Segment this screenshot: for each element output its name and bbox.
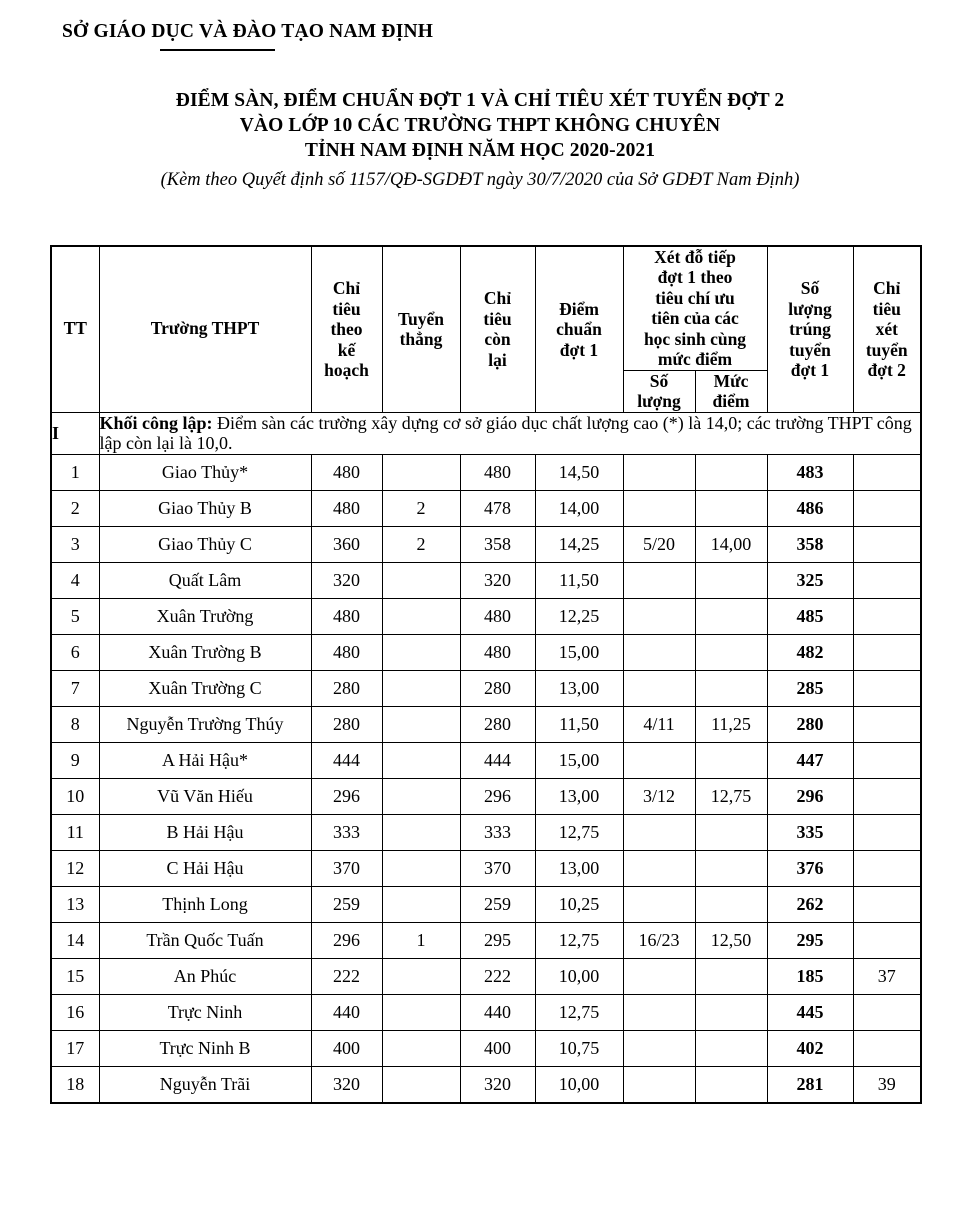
table-row [51, 850, 921, 886]
cell-xd-muc-diem [695, 1066, 767, 1103]
cell-chi-tieu-ke-hoach: 400 [311, 1030, 382, 1066]
cell-diem-chuan-dot1: 13,00 [535, 850, 623, 886]
table-row [51, 886, 921, 922]
cell-chi-tieu-ke-hoach: 370 [311, 850, 382, 886]
table-header-row-main [51, 246, 921, 370]
cell-tuyen-thang [382, 670, 460, 706]
cell-diem-chuan-dot1: 13,00 [535, 670, 623, 706]
cell-diem-chuan-dot1: 10,25 [535, 886, 623, 922]
cell-chi-tieu-xet-tuyen-dot2 [853, 1030, 921, 1066]
cell-chi-tieu-ke-hoach: 280 [311, 706, 382, 742]
header-line: mức điểm [657, 349, 733, 370]
cell-so-luong-trung-tuyen: 281 [767, 1066, 853, 1103]
cell-so-luong-trung-tuyen: 358 [767, 526, 853, 562]
col-header-xet-do-tiep [623, 246, 767, 370]
header-line: tuyển [789, 339, 831, 360]
cell-chi-tieu-ke-hoach: 280 [311, 670, 382, 706]
table-head [51, 246, 921, 412]
cell-school-name: Xuân Trường C [99, 670, 311, 706]
table-body [51, 412, 921, 1103]
cell-school-name: Giao Thủy C [99, 526, 311, 562]
cell-chi-tieu-con-lai: 280 [460, 706, 535, 742]
section-index: I [51, 412, 99, 454]
col-header-chi-tieu-con-lai [460, 246, 535, 412]
header-line: điểm [712, 391, 750, 412]
title-block [0, 88, 960, 194]
header-line: hoạch [324, 360, 369, 381]
cell-xd-muc-diem [695, 994, 767, 1030]
table-row [51, 706, 921, 742]
cell-chi-tieu-xet-tuyen-dot2: 39 [853, 1066, 921, 1103]
cell-chi-tieu-xet-tuyen-dot2 [853, 814, 921, 850]
col-header-xd-muc-diem [695, 370, 767, 412]
cell-chi-tieu-xet-tuyen-dot2 [853, 778, 921, 814]
cell-school-name: Nguyễn Trãi [99, 1066, 311, 1103]
cell-so-luong-trung-tuyen: 445 [767, 994, 853, 1030]
header-line: Chỉ [332, 278, 361, 299]
cell-tt: 10 [51, 778, 99, 814]
cell-so-luong-trung-tuyen: 285 [767, 670, 853, 706]
cell-xd-muc-diem [695, 562, 767, 598]
cell-xd-so-luong [623, 670, 695, 706]
col-header-so-luong-trung-tuyen-dot1 [767, 246, 853, 412]
cell-xd-so-luong [623, 634, 695, 670]
table-row [51, 1030, 921, 1066]
cell-chi-tieu-con-lai: 259 [460, 886, 535, 922]
cell-chi-tieu-con-lai: 280 [460, 670, 535, 706]
cell-chi-tieu-ke-hoach: 296 [311, 922, 382, 958]
cell-chi-tieu-con-lai: 480 [460, 454, 535, 490]
cell-diem-chuan-dot1: 11,50 [535, 562, 623, 598]
cell-diem-chuan-dot1: 14,25 [535, 526, 623, 562]
table-row [51, 778, 921, 814]
cell-xd-muc-diem [695, 850, 767, 886]
header-line: Mức [713, 370, 749, 391]
cell-tuyen-thang: 2 [382, 490, 460, 526]
cell-xd-so-luong [623, 994, 695, 1030]
header-line: kế [337, 339, 356, 360]
cell-chi-tieu-xet-tuyen-dot2 [853, 706, 921, 742]
cell-tt: 13 [51, 886, 99, 922]
header-line: Chỉ [873, 278, 901, 299]
cell-tt: 12 [51, 850, 99, 886]
cell-xd-muc-diem [695, 454, 767, 490]
col-header-diem-chuan-dot1 [535, 246, 623, 412]
cell-so-luong-trung-tuyen: 335 [767, 814, 853, 850]
header-line: Số [649, 370, 669, 391]
title-line-1: ĐIỂM SÀN, ĐIỂM CHUẨN ĐỢT 1 VÀ CHỈ TIÊU XÉT TUYỂN ĐỢT 2 [175, 90, 785, 111]
cell-tuyen-thang [382, 958, 460, 994]
cell-school-name: Giao Thủy B [99, 490, 311, 526]
cell-school-name: Giao Thủy* [99, 454, 311, 490]
cell-school-name: Trực Ninh B [99, 1030, 311, 1066]
cell-tuyen-thang [382, 706, 460, 742]
cell-diem-chuan-dot1: 14,00 [535, 490, 623, 526]
cell-chi-tieu-ke-hoach: 480 [311, 454, 382, 490]
cell-diem-chuan-dot1: 15,00 [535, 634, 623, 670]
cell-xd-muc-diem: 11,25 [695, 706, 767, 742]
header-line: đợt 1 [559, 339, 599, 360]
cell-so-luong-trung-tuyen: 483 [767, 454, 853, 490]
cell-chi-tieu-ke-hoach: 222 [311, 958, 382, 994]
cell-xd-muc-diem [695, 490, 767, 526]
cell-school-name: C Hải Hậu [99, 850, 311, 886]
cell-chi-tieu-xet-tuyen-dot2 [853, 670, 921, 706]
cell-so-luong-trung-tuyen: 280 [767, 706, 853, 742]
cell-chi-tieu-ke-hoach: 480 [311, 490, 382, 526]
cell-xd-muc-diem [695, 886, 767, 922]
cell-tuyen-thang [382, 994, 460, 1030]
cell-chi-tieu-xet-tuyen-dot2 [853, 994, 921, 1030]
cell-diem-chuan-dot1: 10,00 [535, 958, 623, 994]
cell-diem-chuan-dot1: 11,50 [535, 706, 623, 742]
table-row [51, 598, 921, 634]
cell-tuyen-thang [382, 1030, 460, 1066]
cell-chi-tieu-con-lai: 480 [460, 634, 535, 670]
cell-diem-chuan-dot1: 12,75 [535, 922, 623, 958]
cell-chi-tieu-ke-hoach: 480 [311, 634, 382, 670]
cell-xd-so-luong: 5/20 [623, 526, 695, 562]
cell-tuyen-thang: 2 [382, 526, 460, 562]
cell-chi-tieu-xet-tuyen-dot2 [853, 490, 921, 526]
cell-so-luong-trung-tuyen: 262 [767, 886, 853, 922]
header-line: tiêu [332, 298, 361, 319]
cell-tt: 1 [51, 454, 99, 490]
cell-tuyen-thang [382, 634, 460, 670]
header-line: tuyển [865, 339, 908, 360]
cell-xd-muc-diem [695, 814, 767, 850]
table-row [51, 814, 921, 850]
cell-xd-muc-diem [695, 670, 767, 706]
cell-tuyen-thang [382, 598, 460, 634]
cell-diem-chuan-dot1: 12,75 [535, 994, 623, 1030]
cell-school-name: Nguyễn Trường Thúy [99, 706, 311, 742]
cell-chi-tieu-xet-tuyen-dot2 [853, 454, 921, 490]
header-line: tiêu chí ưu [655, 287, 735, 308]
cell-xd-so-luong: 3/12 [623, 778, 695, 814]
header-line: tiên của các [651, 308, 739, 329]
cell-chi-tieu-ke-hoach: 320 [311, 562, 382, 598]
cell-so-luong-trung-tuyen: 482 [767, 634, 853, 670]
cell-tuyen-thang [382, 778, 460, 814]
cell-tuyen-thang [382, 886, 460, 922]
cell-tuyen-thang [382, 850, 460, 886]
cell-xd-so-luong [623, 886, 695, 922]
table-row [51, 922, 921, 958]
cell-chi-tieu-con-lai: 296 [460, 778, 535, 814]
section-row [51, 412, 921, 454]
cell-xd-so-luong: 16/23 [623, 922, 695, 958]
cell-diem-chuan-dot1: 10,75 [535, 1030, 623, 1066]
header-line: Tuyển [397, 308, 445, 329]
cell-chi-tieu-con-lai: 295 [460, 922, 535, 958]
cell-chi-tieu-xet-tuyen-dot2 [853, 886, 921, 922]
section-description: Khối công lập: Điểm sàn các trường xây dựng cơ sở giáo dục chất lượng cao (*) là 14,0; các trường THPT công lập còn lại là 10,0. [99, 412, 921, 454]
cell-chi-tieu-con-lai: 320 [460, 562, 535, 598]
cell-chi-tieu-ke-hoach: 320 [311, 1066, 382, 1103]
cell-tt: 11 [51, 814, 99, 850]
cell-chi-tieu-ke-hoach: 360 [311, 526, 382, 562]
cell-xd-so-luong [623, 814, 695, 850]
cell-chi-tieu-ke-hoach: 440 [311, 994, 382, 1030]
cell-xd-muc-diem [695, 958, 767, 994]
cell-tt: 9 [51, 742, 99, 778]
cell-chi-tieu-xet-tuyen-dot2 [853, 634, 921, 670]
cell-xd-so-luong [623, 958, 695, 994]
cell-diem-chuan-dot1: 12,75 [535, 814, 623, 850]
cell-school-name: Trực Ninh [99, 994, 311, 1030]
cell-so-luong-trung-tuyen: 402 [767, 1030, 853, 1066]
header-line: đợt 1 [790, 360, 830, 381]
cell-school-name: Vũ Văn Hiếu [99, 778, 311, 814]
organization-header-underline [160, 49, 275, 51]
section-label: Khối công lập: [99, 412, 213, 433]
cell-chi-tieu-con-lai: 480 [460, 598, 535, 634]
cell-tuyen-thang [382, 742, 460, 778]
document-subtitle: (Kèm theo Quyết định số 1157/QĐ-SGDĐT ngày 30/7/2020 của Sở GDĐT Nam Định) [160, 170, 800, 190]
cell-chi-tieu-con-lai: 444 [460, 742, 535, 778]
cell-tt: 6 [51, 634, 99, 670]
header-line: đợt 2 [867, 360, 906, 381]
cell-tt: 8 [51, 706, 99, 742]
table-row [51, 742, 921, 778]
results-table-wrapper [50, 245, 920, 1104]
cell-xd-muc-diem [695, 742, 767, 778]
header-line: Chỉ [483, 288, 512, 309]
table-row [51, 958, 921, 994]
header-line: theo [330, 319, 363, 340]
cell-tt: 7 [51, 670, 99, 706]
cell-xd-so-luong [623, 490, 695, 526]
cell-xd-muc-diem [695, 1030, 767, 1066]
cell-so-luong-trung-tuyen: 376 [767, 850, 853, 886]
cell-tt: 5 [51, 598, 99, 634]
table-row [51, 1066, 921, 1103]
col-header-school: Trường THPT [99, 246, 311, 412]
cell-school-name: Trần Quốc Tuấn [99, 922, 311, 958]
cell-so-luong-trung-tuyen: 486 [767, 490, 853, 526]
cell-tt: 18 [51, 1066, 99, 1103]
cell-chi-tieu-ke-hoach: 480 [311, 598, 382, 634]
cell-chi-tieu-ke-hoach: 259 [311, 886, 382, 922]
cell-chi-tieu-xet-tuyen-dot2 [853, 526, 921, 562]
results-table [50, 245, 922, 1104]
title-line-2: VÀO LỚP 10 CÁC TRƯỜNG THPT KHÔNG CHUYÊN [239, 115, 721, 136]
cell-chi-tieu-con-lai: 370 [460, 850, 535, 886]
header-line: xét [875, 319, 898, 340]
header-line: đợt 1 theo [657, 267, 733, 288]
cell-chi-tieu-con-lai: 478 [460, 490, 535, 526]
cell-chi-tieu-con-lai: 358 [460, 526, 535, 562]
cell-chi-tieu-ke-hoach: 296 [311, 778, 382, 814]
header-line: lượng [788, 298, 832, 319]
cell-diem-chuan-dot1: 14,50 [535, 454, 623, 490]
cell-xd-so-luong [623, 742, 695, 778]
cell-tuyen-thang [382, 1066, 460, 1103]
header-line: học sinh cùng [643, 328, 747, 349]
col-header-chi-tieu-ke-hoach [311, 246, 382, 412]
cell-diem-chuan-dot1: 12,25 [535, 598, 623, 634]
cell-chi-tieu-xet-tuyen-dot2 [853, 850, 921, 886]
cell-xd-so-luong [623, 598, 695, 634]
cell-xd-muc-diem: 14,00 [695, 526, 767, 562]
header-line: tiêu [872, 298, 901, 319]
cell-school-name: Quất Lâm [99, 562, 311, 598]
cell-tt: 16 [51, 994, 99, 1030]
cell-chi-tieu-xet-tuyen-dot2 [853, 598, 921, 634]
cell-tuyen-thang [382, 562, 460, 598]
header-line: tiêu [483, 308, 512, 329]
cell-xd-so-luong [623, 454, 695, 490]
col-header-chi-tieu-xet-tuyen-dot2 [853, 246, 921, 412]
cell-xd-muc-diem [695, 598, 767, 634]
cell-so-luong-trung-tuyen: 185 [767, 958, 853, 994]
cell-school-name: Thịnh Long [99, 886, 311, 922]
table-row [51, 562, 921, 598]
cell-tt: 3 [51, 526, 99, 562]
cell-chi-tieu-xet-tuyen-dot2 [853, 562, 921, 598]
cell-chi-tieu-con-lai: 333 [460, 814, 535, 850]
cell-chi-tieu-xet-tuyen-dot2 [853, 922, 921, 958]
table-row [51, 454, 921, 490]
cell-chi-tieu-con-lai: 440 [460, 994, 535, 1030]
cell-xd-so-luong [623, 850, 695, 886]
cell-tt: 2 [51, 490, 99, 526]
table-row [51, 994, 921, 1030]
cell-chi-tieu-xet-tuyen-dot2: 37 [853, 958, 921, 994]
cell-so-luong-trung-tuyen: 325 [767, 562, 853, 598]
title-line-3: TỈNH NAM ĐỊNH NĂM HỌC 2020-2021 [304, 140, 656, 161]
cell-tt: 4 [51, 562, 99, 598]
col-header-tuyen-thang [382, 246, 460, 412]
cell-school-name: A Hải Hậu* [99, 742, 311, 778]
cell-chi-tieu-con-lai: 320 [460, 1066, 535, 1103]
cell-xd-so-luong [623, 1066, 695, 1103]
header-line: thẳng [399, 329, 443, 350]
table-row [51, 526, 921, 562]
table-row [51, 634, 921, 670]
cell-diem-chuan-dot1: 10,00 [535, 1066, 623, 1103]
cell-school-name: B Hải Hậu [99, 814, 311, 850]
cell-chi-tieu-xet-tuyen-dot2 [853, 742, 921, 778]
cell-school-name: An Phúc [99, 958, 311, 994]
cell-tuyen-thang: 1 [382, 922, 460, 958]
cell-school-name: Xuân Trường [99, 598, 311, 634]
cell-diem-chuan-dot1: 15,00 [535, 742, 623, 778]
cell-so-luong-trung-tuyen: 485 [767, 598, 853, 634]
cell-chi-tieu-con-lai: 400 [460, 1030, 535, 1066]
cell-chi-tieu-ke-hoach: 444 [311, 742, 382, 778]
cell-xd-so-luong [623, 562, 695, 598]
cell-so-luong-trung-tuyen: 296 [767, 778, 853, 814]
cell-chi-tieu-ke-hoach: 333 [311, 814, 382, 850]
cell-xd-so-luong [623, 1030, 695, 1066]
header-line: lượng [637, 391, 681, 412]
cell-tt: 14 [51, 922, 99, 958]
header-line: Xét đỗ tiếp [654, 247, 736, 267]
cell-xd-muc-diem: 12,50 [695, 922, 767, 958]
header-line: trúng [789, 319, 831, 340]
cell-tuyen-thang [382, 814, 460, 850]
header-line: Điểm [559, 298, 599, 319]
cell-chi-tieu-con-lai: 222 [460, 958, 535, 994]
cell-tt: 17 [51, 1030, 99, 1066]
cell-tuyen-thang [382, 454, 460, 490]
cell-school-name: Xuân Trường B [99, 634, 311, 670]
table-row [51, 490, 921, 526]
header-line: Số [800, 278, 820, 299]
organization-header: SỞ GIÁO DỤC VÀ ĐÀO TẠO NAM ĐỊNH [62, 21, 434, 42]
header-line: lại [488, 349, 507, 370]
header-line: chuẩn [556, 319, 602, 340]
cell-tt: 15 [51, 958, 99, 994]
cell-xd-so-luong: 4/11 [623, 706, 695, 742]
cell-xd-muc-diem: 12,75 [695, 778, 767, 814]
cell-xd-muc-diem [695, 634, 767, 670]
col-header-tt: TT [51, 246, 99, 412]
table-row [51, 670, 921, 706]
cell-so-luong-trung-tuyen: 447 [767, 742, 853, 778]
header-line: còn [484, 329, 511, 350]
cell-diem-chuan-dot1: 13,00 [535, 778, 623, 814]
col-header-xd-so-luong [623, 370, 695, 412]
cell-so-luong-trung-tuyen: 295 [767, 922, 853, 958]
